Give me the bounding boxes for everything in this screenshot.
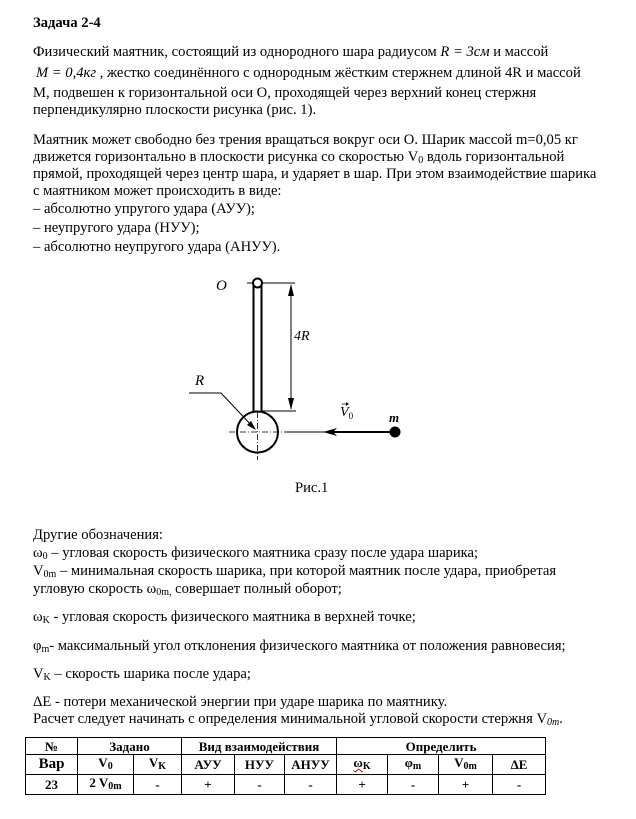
cell-omegak: + [337,775,388,795]
text: вдоль горизонтальной [423,149,565,165]
list-item-anuu: – абсолютно неупругого удара (АНУУ). [33,239,281,255]
label-o: O [216,278,227,294]
header-nuu: НУУ [235,755,285,775]
subscript: 0 [42,551,48,562]
symbol: ω [33,545,43,561]
mass-formula: M = 0,4кг [36,65,97,81]
header-interaction: Вид взаимодействия [182,738,337,755]
cell-nuu: - [235,775,285,795]
symbol: ω [353,755,363,770]
paragraph2-line4: с маятником может происходить в виде: [33,183,282,199]
header-vk [134,755,182,775]
symbol: V [33,666,44,682]
subscript: K [362,761,371,772]
header-delta-e: ΔE [493,755,546,775]
cell-v0m: + [439,775,493,795]
subscript: m [41,644,50,655]
text: - угловая скорость физического маятника в верхней точке; [49,609,416,625]
paragraph1-line3: M, подвешен к горизонтальной оси O, проходящей через верхний конец стержня [33,85,537,101]
label-v0-subscript: 0 [348,411,354,421]
list-item-nuu: – неупругого удара (НУУ); [33,220,200,236]
subscript: 0 [107,761,113,772]
note-omegak [33,608,416,630]
subscript: 0m [108,781,122,792]
text: – угловая скорость физического маятника сразу после удара шарика; [47,545,479,561]
subscript: 0m, [156,587,172,598]
cell-delta-e: - [493,775,546,795]
cell-auu: + [182,775,235,795]
notes-header: Другие обозначения: [33,527,163,543]
label-m: m [389,410,400,425]
list-item-auu: – абсолютно упругого удара (АУУ); [33,201,255,217]
subscript: m [412,761,422,772]
paragraph2-line1: Маятник может свободно без трения вращаться вокруг оси O. Шарик массой m=0,05 кг [33,132,578,148]
header-v0m [439,755,493,775]
text: совершает полный оборот; [171,581,342,597]
rod [254,283,262,412]
label-v0 [340,405,354,421]
header-given: Задано [78,738,182,755]
symbol: φ [33,638,42,654]
symbol: V [148,755,159,770]
symbol: V [98,755,108,770]
cell-vk: - [134,775,182,795]
note-calculation [33,710,563,732]
subscript: K [43,672,51,683]
text: движется горизонтально в плоскости рисунка со скоростью V [33,149,419,165]
text: Расчет следует начинать с определения минимальной угловой скорости стержня V [33,711,547,727]
text: – скорость шарика после удара; [50,666,251,682]
paragraph2-line3: прямой, проходящей через центр шара, и ударяет в шар. При этом взаимодействие шарика [33,166,597,182]
text: - максимальный угол отклонения физического маятника от положения равновесия; [49,638,566,654]
table-header-row-1 [26,738,546,755]
symbol: V [454,755,464,770]
note-phim [33,637,566,659]
value: 2 V [89,775,109,790]
header-anuu: АНУУ [285,755,337,775]
cell-v0 [78,775,134,795]
text: угловую скорость ω [33,581,157,597]
label-r: R [195,373,205,389]
subscript: K [42,615,50,626]
paragraph1-line4: перпендикулярно плоскости рисунка (рис. 1). [33,102,317,118]
header-variant: Вар [26,755,78,775]
subscript: 0 [418,155,424,166]
symbol: V [33,563,44,579]
text: . [559,711,563,727]
text: Физический маятник, состоящий из однородного шара радиусом [33,44,441,60]
header-phim [388,755,439,775]
header-determine: Определить [337,738,546,755]
subscript: K [158,761,167,772]
subscript: 0m [547,717,560,728]
pivot-axis [253,279,262,288]
omegak-label [353,755,370,770]
header-v0 [78,755,134,775]
symbol: ω [33,609,43,625]
cell-anuu: - [285,775,337,795]
table-header-row-2 [26,755,546,775]
small-ball [390,427,401,438]
subscript: 0m [463,761,477,772]
note-v0m-line2 [33,580,342,602]
task-title: Задача 2-4 [33,15,101,31]
header-auu: АУУ [182,755,235,775]
cell-phim: - [388,775,439,795]
label-v0-symbol: V [340,405,349,420]
variant-table [25,737,546,795]
text: , жестко соединённого с однородным жёстким стержнем длиной 4R и массой [96,65,581,81]
text: и массой [489,44,549,60]
header-number: № [26,738,78,755]
label-4r: 4R [294,329,310,344]
cell-variant: 23 [26,775,78,795]
text: – минимальная скорость шарика, при которой маятник после удара, приобретая [56,563,557,579]
dimension-arrow-up [288,284,294,296]
figure-caption: Рис.1 [295,480,329,496]
note-delta-e: ΔE - потери механической энергии при ударе шарика по маятнику. [33,694,448,710]
header-omegak [337,755,388,775]
table-row [26,775,546,795]
subscript: 0m [43,569,57,580]
note-vk [33,665,251,687]
dimension-arrow-down [288,398,294,410]
radius-formula: R = 3см [440,44,490,60]
symbol: φ [404,755,413,770]
